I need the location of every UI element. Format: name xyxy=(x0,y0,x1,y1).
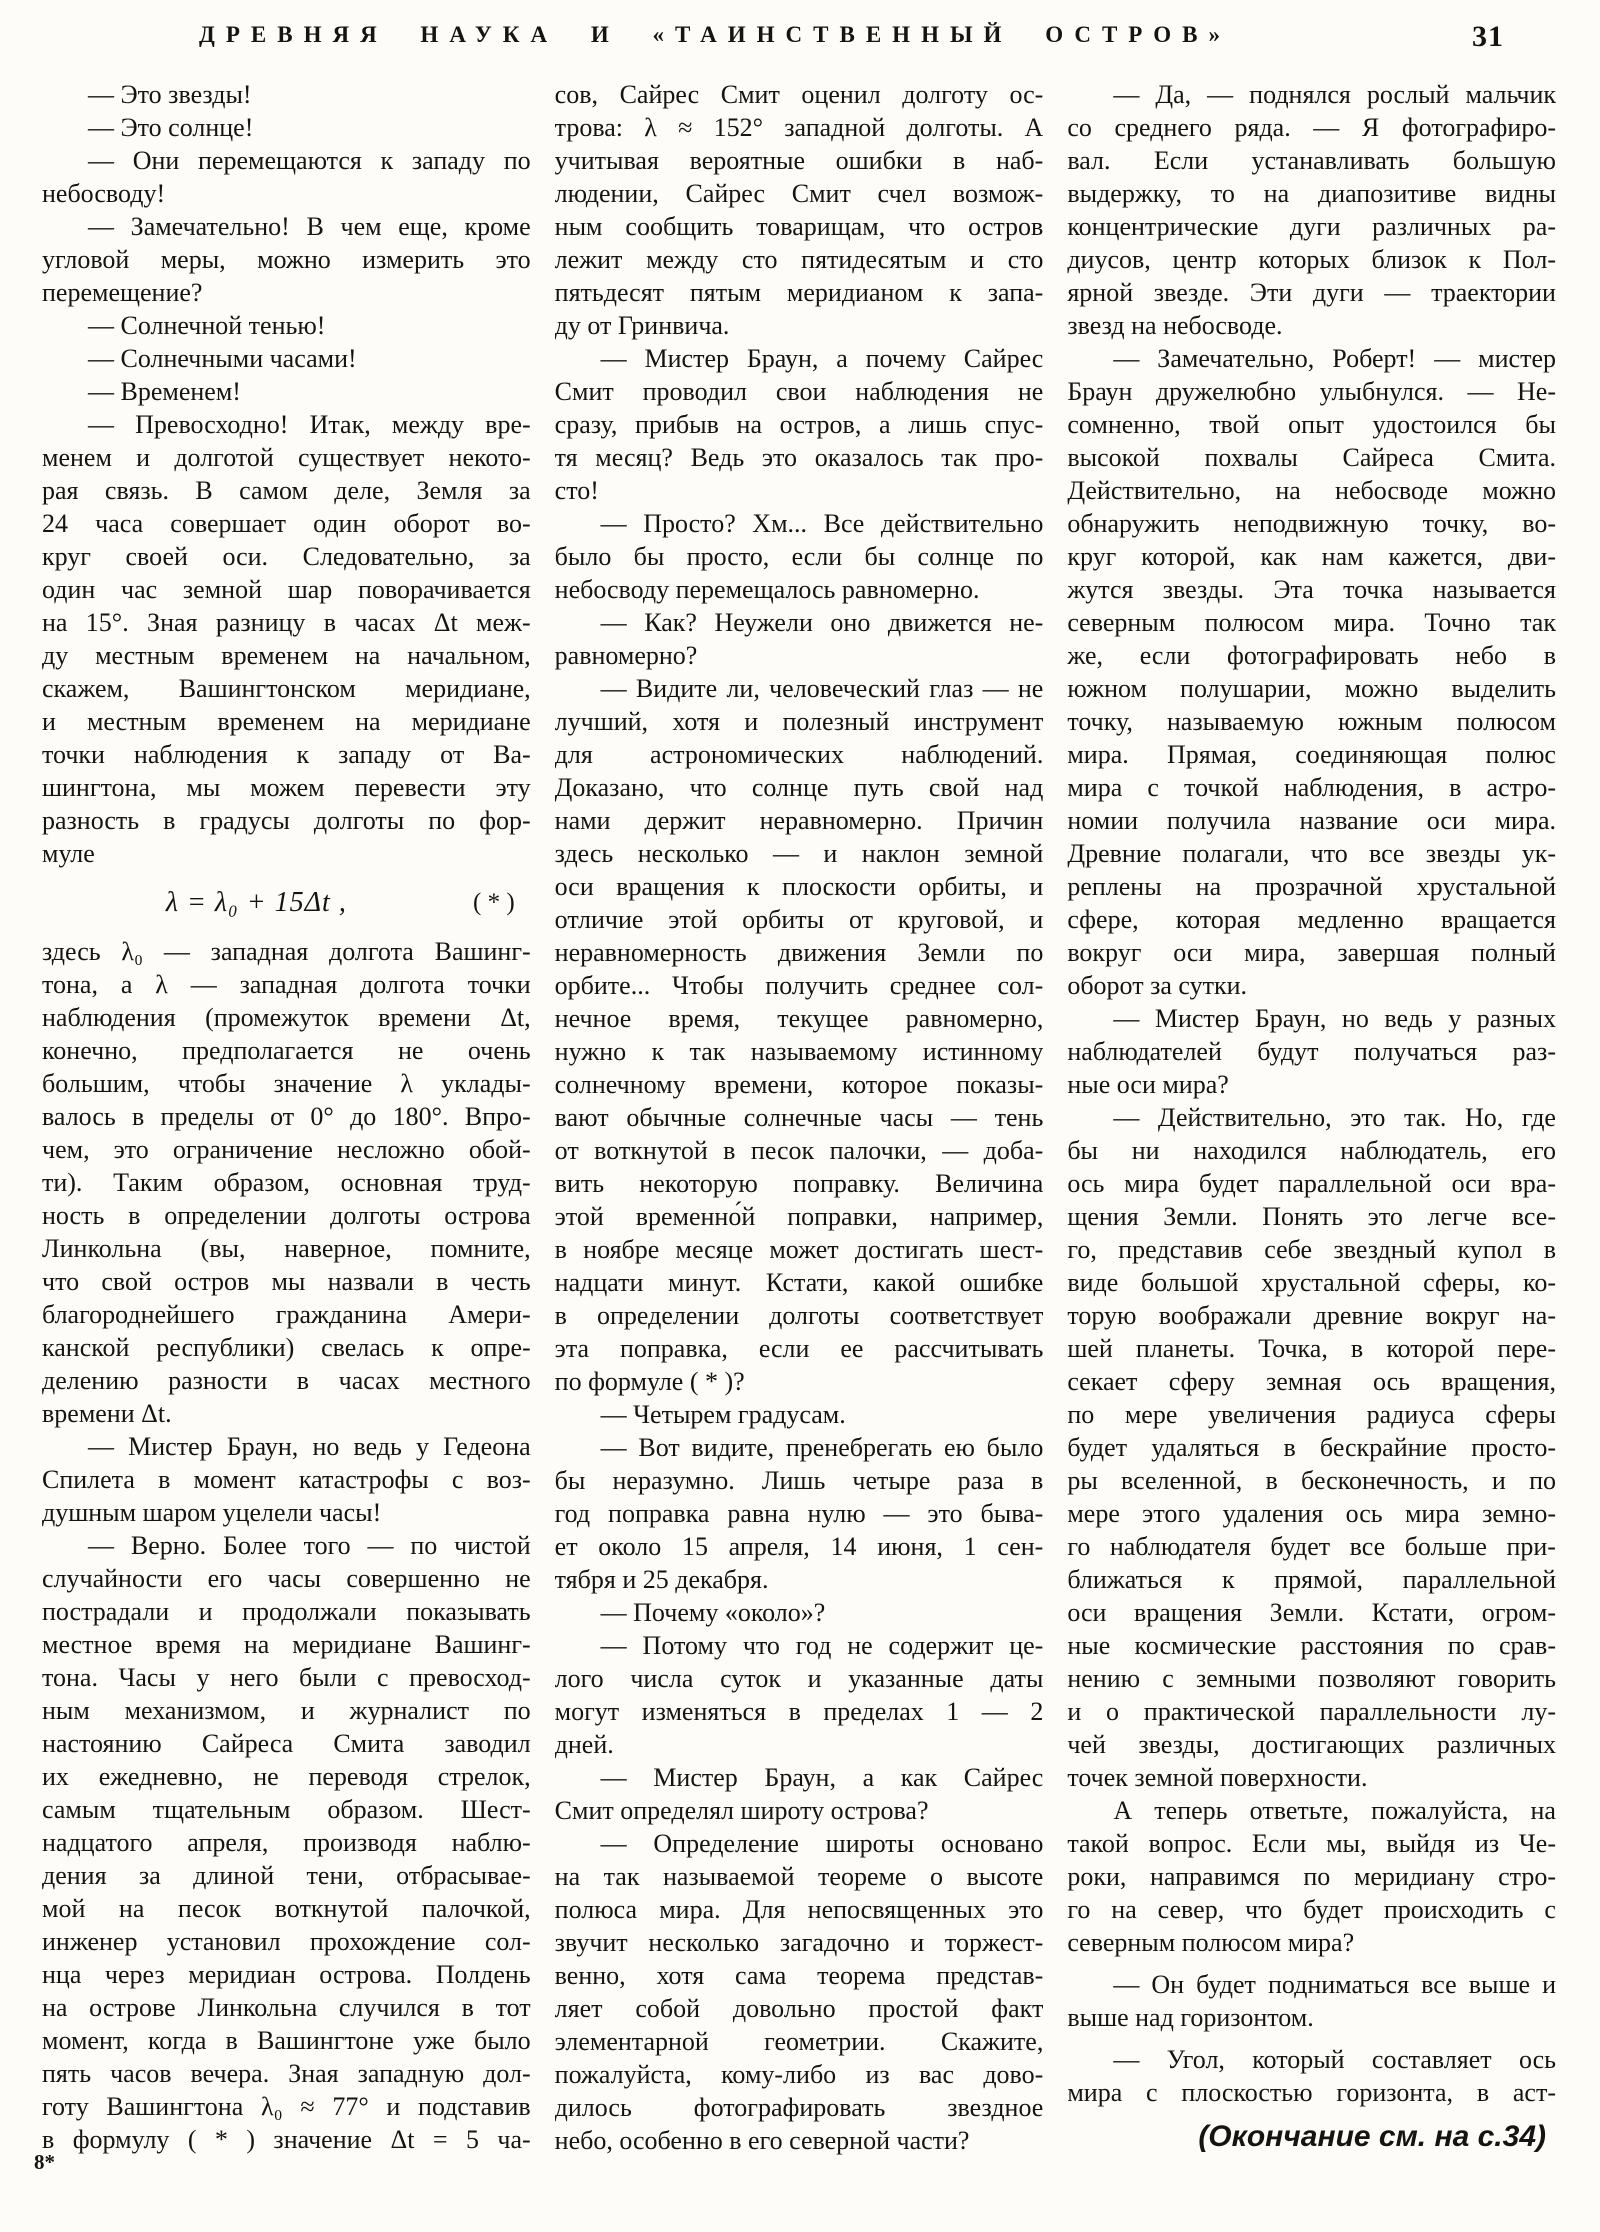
text-line: — Временем! xyxy=(88,377,241,406)
text-line: нужно к так называемому истинному xyxy=(554,1037,1044,1066)
text-line: нечное время, текущее равномерно, xyxy=(554,1004,1044,1033)
text-line: выше над горизонтом. xyxy=(1067,2003,1314,2032)
text-line: Древние полагали, что все звезды ук- xyxy=(1067,839,1556,868)
text-line: Смит определял широту острова? xyxy=(554,1796,929,1825)
text-line: точку, называемую южным полюсом xyxy=(1067,707,1556,736)
text-line: настоянию Сайреса Смита заводил xyxy=(42,1729,531,1758)
text-line: ярной звезде. Эти дуги — траектории xyxy=(1067,278,1556,307)
text-line: — Да, — поднялся рослый мальчик xyxy=(1113,80,1556,109)
text-line: — Замечательно, Роберт! — мистер xyxy=(1113,344,1556,373)
text-line: вокруг оси мира, завершая полный xyxy=(1067,938,1556,967)
text-line: будет удаляться в бескрайние просто- xyxy=(1067,1433,1556,1462)
text-line: — Верно. Более того — по чистой xyxy=(88,1531,531,1560)
text-line: их ежедневно, не переводя стрелок, xyxy=(42,1762,531,1791)
text-line: по мере увеличения радиуса сферы xyxy=(1067,1400,1556,1429)
text-line: торую воображали древние вокруг на- xyxy=(1067,1301,1556,1330)
text-line: пожалуйста, кому-либо из вас дово- xyxy=(554,2060,1044,2089)
text-line: дения за длиной тени, отбрасывае- xyxy=(42,1861,531,1890)
text-line: валось в пределы от 0° до 180°. Впро- xyxy=(42,1102,531,1131)
text-line: ду от Гринвича. xyxy=(554,311,730,340)
text-line: сто! xyxy=(554,476,599,505)
text-line: же, если фотографировать небо в xyxy=(1067,641,1556,670)
formula-tag: ( * ) xyxy=(473,889,515,916)
text-column-2 xyxy=(555,78,1044,2157)
text-line: 24 часа совершает один оборот во- xyxy=(42,509,531,538)
text-line: наблюдателей будут получаться раз- xyxy=(1067,1037,1556,1066)
text-line: высокой похвалы Сайреса Смита. xyxy=(1067,443,1556,472)
text-line: делению разности в часах местного xyxy=(42,1366,531,1395)
text-line: большим, чтобы значение λ уклады- xyxy=(42,1069,531,1098)
text-line: солнечному времени, которое показы- xyxy=(554,1070,1044,1099)
text-line: — Он будет подниматься все выше и xyxy=(1113,1970,1556,1999)
text-line: круг которой, как нам кажется, дви- xyxy=(1067,542,1556,571)
text-line: пять часов вечера. Зная западную дол- xyxy=(42,2059,531,2088)
text-line: роки, направимся по меридиану стро- xyxy=(1067,1862,1556,1891)
text-line: было бы просто, если бы солнце по xyxy=(554,542,1044,571)
text-line: тя месяц? Ведь это оказалось так про- xyxy=(554,443,1044,472)
text-line: вить некоторую поправку. Величина xyxy=(554,1169,1044,1198)
text-line: мере этого удаления ось мира земно- xyxy=(1067,1499,1556,1528)
text-line: по формуле ( * )? xyxy=(554,1367,745,1396)
text-line: мира. Прямая, соединяющая полюс xyxy=(1067,740,1556,769)
text-line: нению с земными позволяют говорить xyxy=(1067,1664,1556,1693)
text-line: — Мистер Браун, а как Сайрес xyxy=(600,1763,1044,1792)
text-line: и местным временем на меридиане xyxy=(42,707,531,736)
text-line: ось мира будет параллельной оси вра- xyxy=(1067,1169,1556,1198)
text-line: момент, когда в Вашингтоне уже было xyxy=(42,2026,531,2055)
text-line: такой вопрос. Если мы, выйдя из Че- xyxy=(1067,1829,1556,1858)
text-line: небосводу! xyxy=(42,179,166,208)
text-line: этой временно́й поправки, например, xyxy=(554,1202,1044,1231)
text-line: — Четырем градусам. xyxy=(600,1400,846,1429)
text-line: конечно, предполагается не очень xyxy=(42,1036,531,1065)
text-line: северным полюсом мира. Точно так xyxy=(1067,608,1556,637)
text-line: времени Δt. xyxy=(42,1399,172,1428)
text-line: равномерно? xyxy=(554,641,698,670)
text-line: щения Земли. Понять это легче все- xyxy=(1067,1202,1556,1231)
text-line: — Просто? Хм... Все действительно xyxy=(600,509,1044,538)
text-line: сомненно, твой опыт удостоился бы xyxy=(1067,410,1556,439)
text-line: северным полюсом мира? xyxy=(1067,1928,1355,1957)
text-line: чем, это ограничение несложно обой- xyxy=(42,1135,531,1164)
text-line: Браун дружелюбно улыбнулся. — Не- xyxy=(1067,377,1556,406)
text-line: вают обычные солнечные часы — тень xyxy=(554,1103,1044,1132)
text-line: сов, Сайрес Смит оценил долготу ос- xyxy=(554,80,1044,109)
text-line: тября и 25 декабря. xyxy=(554,1565,769,1594)
text-line: дней. xyxy=(554,1730,614,1759)
text-line: ет около 15 апреля, 14 июня, 1 сен- xyxy=(554,1532,1044,1561)
text-line: местное время на меридиане Вашинг- xyxy=(42,1630,531,1659)
text-line: — Вот видите, пренебрегать ею было xyxy=(600,1433,1044,1462)
text-line: — Солнечными часами! xyxy=(88,344,357,373)
text-line: концентрические дуги различных ра- xyxy=(1067,212,1556,241)
text-column-3 xyxy=(1067,78,1556,2157)
text-line: лучший, хотя и полезный инструмент xyxy=(554,707,1044,736)
text-line: что свой остров мы назвали в честь xyxy=(42,1267,531,1296)
text-line: могут изменяться в пределах 1 — 2 xyxy=(554,1697,1044,1726)
text-line: тона. Часы у него были с превосход- xyxy=(42,1663,531,1692)
text-line: здесь несколько — и наклон земной xyxy=(554,839,1044,868)
text-line: канской республики) свелась к опре- xyxy=(42,1333,531,1362)
text-line: менем и долготой существует некото- xyxy=(42,443,531,472)
text-line: — Солнечной тенью! xyxy=(88,311,326,340)
text-line: Действительно, на небосводе можно xyxy=(1067,476,1556,505)
text-line: Линкольна (вы, наверное, помните, xyxy=(42,1234,531,1263)
text-line: бы неразумно. Лишь четыре раза в xyxy=(554,1466,1044,1495)
text-line: самым тщательным образом. Шест- xyxy=(42,1795,531,1824)
text-line: и о практической параллельности лу- xyxy=(1067,1697,1556,1726)
text-line: бы ни находился наблюдатель, его xyxy=(1067,1136,1556,1165)
text-line: сфере, которая медленно вращается xyxy=(1067,905,1556,934)
text-line: в формулу ( * ) значение Δt = 5 ча- xyxy=(42,2125,531,2154)
text-line: лежит между сто пятидесятым и сто xyxy=(554,245,1044,274)
text-line: от воткнутой в песок палочки, — доба- xyxy=(554,1136,1044,1165)
text-line: муле xyxy=(42,839,95,868)
text-line: надцатого апреля, производя наблю- xyxy=(42,1828,531,1857)
text-line: орбите... Чтобы получить среднее сол- xyxy=(554,971,1044,1000)
text-line: чей звезды, достигающих различных xyxy=(1067,1730,1556,1759)
text-line: небосводу перемещалось равномерно. xyxy=(554,575,980,604)
text-line: Доказано, что солнце путь свой над xyxy=(554,773,1044,802)
text-line: здесь λ₀ — западная долгота Вашинг- xyxy=(42,937,531,966)
text-line: звезд на небосводе. xyxy=(1067,311,1283,340)
text-line: точек земной поверхности. xyxy=(1067,1763,1368,1792)
text-line: один час земной шар поворачивается xyxy=(42,575,531,604)
text-line: круг своей оси. Следовательно, за xyxy=(42,542,531,571)
text-line: шей планеты. Точка, в которой пере- xyxy=(1067,1334,1556,1363)
page-header-title: ДРЕВНЯЯ НАУКА И «ТАИНСТВЕННЫЙ ОСТРОВ» xyxy=(199,22,1231,47)
page-header xyxy=(0,22,1600,72)
text-line: скажем, Вашингтонском меридиане, xyxy=(42,674,531,703)
text-line: перемещение? xyxy=(42,278,203,307)
text-line: рая связь. В самом деле, Земля за xyxy=(42,476,531,505)
text-line: шингтона, мы можем перевести эту xyxy=(42,773,531,802)
text-line: ные космические расстояния по срав- xyxy=(1067,1631,1556,1660)
text-line: го, представив себе звездный купол в xyxy=(1067,1235,1556,1264)
text-line: южном полушарии, можно выделить xyxy=(1067,674,1556,703)
text-line: благороднейшего гражданина Амери- xyxy=(42,1300,531,1329)
text-line: оси вращения к плоскости орбиты, и xyxy=(554,872,1044,901)
text-line: Спилета в момент катастрофы с воз- xyxy=(42,1465,531,1494)
text-line: го на север, что будет происходить с xyxy=(1067,1895,1556,1924)
text-line: надцати минут. Кстати, какой ошибке xyxy=(554,1268,1044,1297)
text-line: трова: λ ≈ 152° западной долготы. А xyxy=(554,113,1044,142)
text-line: на острове Линкольна случился в тот xyxy=(42,1993,531,2022)
text-line: со среднего ряда. — Я фотографиро- xyxy=(1067,113,1556,142)
text-line: — Мистер Браун, а почему Сайрес xyxy=(600,344,1044,373)
text-line: ближаться к прямой, параллельной xyxy=(1067,1565,1556,1594)
text-line: год поправка равна нулю — это быва- xyxy=(554,1499,1044,1528)
text-line: сразу, прибыв на остров, а лишь спус- xyxy=(554,410,1044,439)
text-line: обнаружить неподвижную точку, во- xyxy=(1067,509,1556,538)
text-line: элементарной геометрии. Скажите, xyxy=(554,2027,1044,2056)
text-line: выдержку, то на диапозитиве видны xyxy=(1067,179,1556,208)
text-line: разность в градусы долготы по фор- xyxy=(42,806,531,835)
text-line: оборот за сутки. xyxy=(1067,971,1247,1000)
text-line: — Угол, который составляет ось xyxy=(1113,2045,1556,2074)
text-line: — Как? Неужели оно движется не- xyxy=(600,608,1044,637)
text-line: — Это солнце! xyxy=(88,113,254,142)
text-line: наблюдения (промежуток времени Δt, xyxy=(42,1003,531,1032)
text-line: — Превосходно! Итак, между вре- xyxy=(88,410,531,439)
text-line: виде большой хрустальной сферы, ко- xyxy=(1067,1268,1556,1297)
text-line: — Это звезды! xyxy=(88,80,252,109)
text-line: точки наблюдения к западу от Ва- xyxy=(42,740,531,769)
text-line: ным механизмом, и журналист по xyxy=(42,1696,531,1725)
text-line: А теперь ответьте, пожалуйста, на xyxy=(1113,1796,1556,1825)
text-line: венно, хотя сама теорема представ- xyxy=(554,1961,1044,1990)
text-line: отличие этой орбиты от круговой, и xyxy=(554,905,1044,934)
text-line: — Почему «около»? xyxy=(600,1598,826,1627)
text-line: реплены на прозрачной хрустальной xyxy=(1067,872,1556,901)
footnote-mark: 8* xyxy=(34,2150,55,2174)
text-line: мой на песок воткнутой палочкой, xyxy=(42,1894,531,1923)
text-line: — Потому что год не содержит це- xyxy=(600,1631,1044,1660)
text-line: ность в определении долготы острова xyxy=(42,1201,531,1230)
text-column-1 xyxy=(42,78,531,2157)
text-line: — Замечательно! В чем еще, кроме xyxy=(88,212,531,241)
text-line: полюса мира. Для непосвященных это xyxy=(554,1895,1044,1924)
text-line: неравномерность движения Земли по xyxy=(554,938,1044,967)
text-line: ти). Таким образом, основная труд- xyxy=(42,1168,531,1197)
continuation-note: (Окончание см. на с.34) xyxy=(1198,2120,1546,2153)
text-line: пятьдесят пятым меридианом к запа- xyxy=(554,278,1044,307)
text-line: в ноябре месяце может достигать шест- xyxy=(554,1235,1044,1264)
longitude-formula xyxy=(42,882,531,924)
text-line: — Они перемещаются к западу по xyxy=(88,146,531,175)
text-line: — Мистер Браун, но ведь у разных xyxy=(1113,1004,1556,1033)
text-line: учитывая вероятные ошибки в наб- xyxy=(554,146,1044,175)
text-line: Смит проводил свои наблюдения не xyxy=(554,377,1044,406)
text-line: — Видите ли, человеческий глаз — не xyxy=(600,674,1044,703)
text-line: инженер установил прохождение сол- xyxy=(42,1927,531,1956)
text-line: в определении долготы соответствует xyxy=(554,1301,1044,1330)
text-line: — Мистер Браун, но ведь у Гедеона xyxy=(88,1432,531,1461)
text-line: для астрономических наблюдений. xyxy=(554,740,1044,769)
text-line: лого числа суток и указанные даты xyxy=(554,1664,1044,1693)
text-line: на 15°. Зная разницу в часах Δt меж- xyxy=(42,608,531,637)
text-line: небо, особенно в его северной части? xyxy=(554,2126,970,2155)
text-line: ду местным временем на начальном, xyxy=(42,641,531,670)
text-line: нами держит неравномерно. Причин xyxy=(554,806,1044,835)
text-line: эта поправка, если ее рассчитывать xyxy=(554,1334,1044,1363)
text-line: угловой меры, можно измерить это xyxy=(42,245,531,274)
text-line: — Определение широты основано xyxy=(600,1829,1044,1858)
formula-body: λ = λ₀ + 15Δt , xyxy=(165,887,347,918)
text-line: секает сферу земная ось вращения, xyxy=(1067,1367,1556,1396)
text-line: случайности его часы совершенно не xyxy=(42,1564,531,1593)
text-line: ляет собой довольно простой факт xyxy=(554,1994,1044,2023)
text-line: пострадали и продолжали показывать xyxy=(42,1597,531,1626)
text-line: оси вращения Земли. Кстати, огром- xyxy=(1067,1598,1556,1627)
text-line: людении, Сайрес Смит счел возмож- xyxy=(554,179,1044,208)
text-line: мира с плоскостью горизонта, в аст- xyxy=(1067,2078,1556,2107)
text-line: мира с точкой наблюдения, в астро- xyxy=(1067,773,1556,802)
text-line: готу Вашингтона λ₀ ≈ 77° и подставив xyxy=(42,2092,531,2121)
text-line: нца через меридиан острова. Полдень xyxy=(42,1960,531,1989)
page-number: 31 xyxy=(1472,20,1504,53)
text-line: ры вселенной, в бесконечность, и по xyxy=(1067,1466,1556,1495)
text-line: ные оси мира? xyxy=(1067,1070,1229,1099)
text-line: дилось фотографировать звездное xyxy=(554,2093,1044,2122)
text-line: звучит несколько загадочно и торжест- xyxy=(554,1928,1044,1957)
text-line: го наблюдателя будет все больше при- xyxy=(1067,1532,1556,1561)
text-line: диусов, центр которых близок к Пол- xyxy=(1067,245,1556,274)
text-line: вал. Если устанавливать большую xyxy=(1067,146,1556,175)
text-line: душным шаром уцелели часы! xyxy=(42,1498,382,1527)
text-line: на так называемой теореме о высоте xyxy=(554,1862,1044,1891)
text-line: — Действительно, это так. Но, где xyxy=(1113,1103,1556,1132)
text-line: тона, а λ — западная долгота точки xyxy=(42,970,531,999)
text-columns xyxy=(42,78,1556,2157)
text-line: ным сообщить товарищам, что остров xyxy=(554,212,1044,241)
text-line: жутся звезды. Эта точка называется xyxy=(1067,575,1556,604)
text-line: номии получила название оси мира. xyxy=(1067,806,1556,835)
